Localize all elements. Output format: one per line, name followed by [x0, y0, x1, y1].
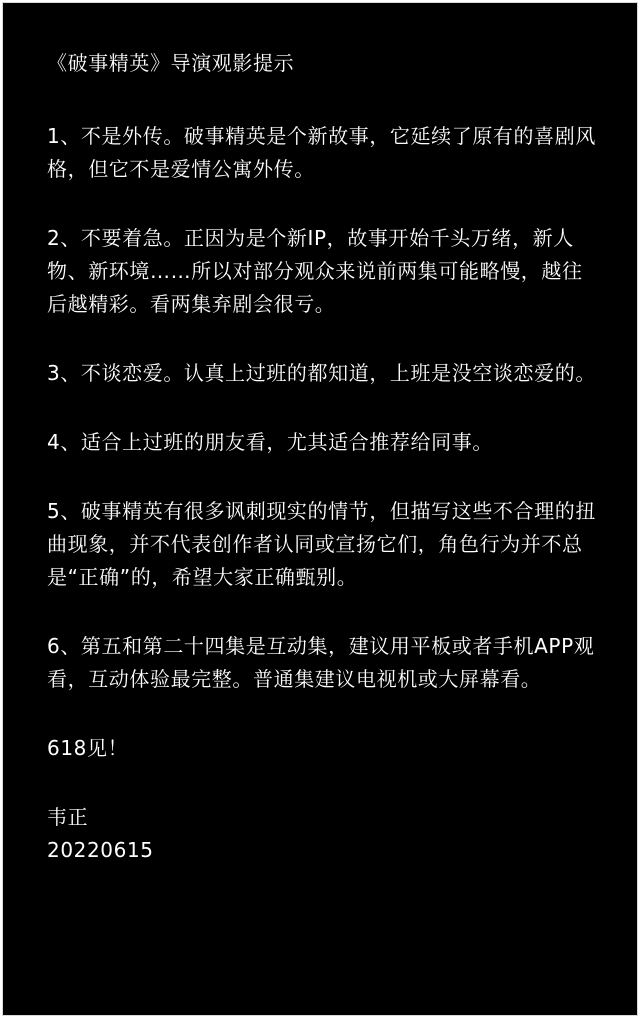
- note-item-2: 2、不要着急。正因为是个新IP，故事开始千头万绪，新人物、新环境……所以对部分观众来说前两集可能略慢，越往后越精彩。看两集弃剧会很亏。: [47, 226, 583, 316]
- note-item-1: 1、不是外传。破事精英是个新故事，它延续了原有的喜剧风格，但它不是爱情公寓外传。: [47, 124, 596, 181]
- note-content: [47, 47, 603, 867]
- note-item-3: 3、不谈恋爱。认真上过班的都知道，上班是没空谈恋爱的。: [47, 361, 596, 385]
- note-screenshot: [2, 2, 638, 1016]
- note-item-6: 6、第五和第二十四集是互动集，建议用平板或者手机APP观看，互动体验最完整。普通集建议电视机或大屏幕看。: [47, 634, 595, 691]
- note-item-4: 4、适合上过班的朋友看，尤其适合推荐给同事。: [47, 430, 493, 454]
- note-closing: 618见！: [47, 736, 129, 760]
- signature-block: [47, 801, 603, 867]
- note-item-5: 5、破事精英有很多讽刺现实的情节，但描写这些不合理的扭曲现象，并不代表创作者认同或宣扬它们，角色行为并不总是“正确”的，希望大家正确甄别。: [47, 499, 596, 589]
- signature-date: 20220615: [47, 838, 154, 862]
- signature-name: 韦正: [47, 805, 89, 829]
- note-title: 《破事精英》导演观影提示: [47, 51, 295, 75]
